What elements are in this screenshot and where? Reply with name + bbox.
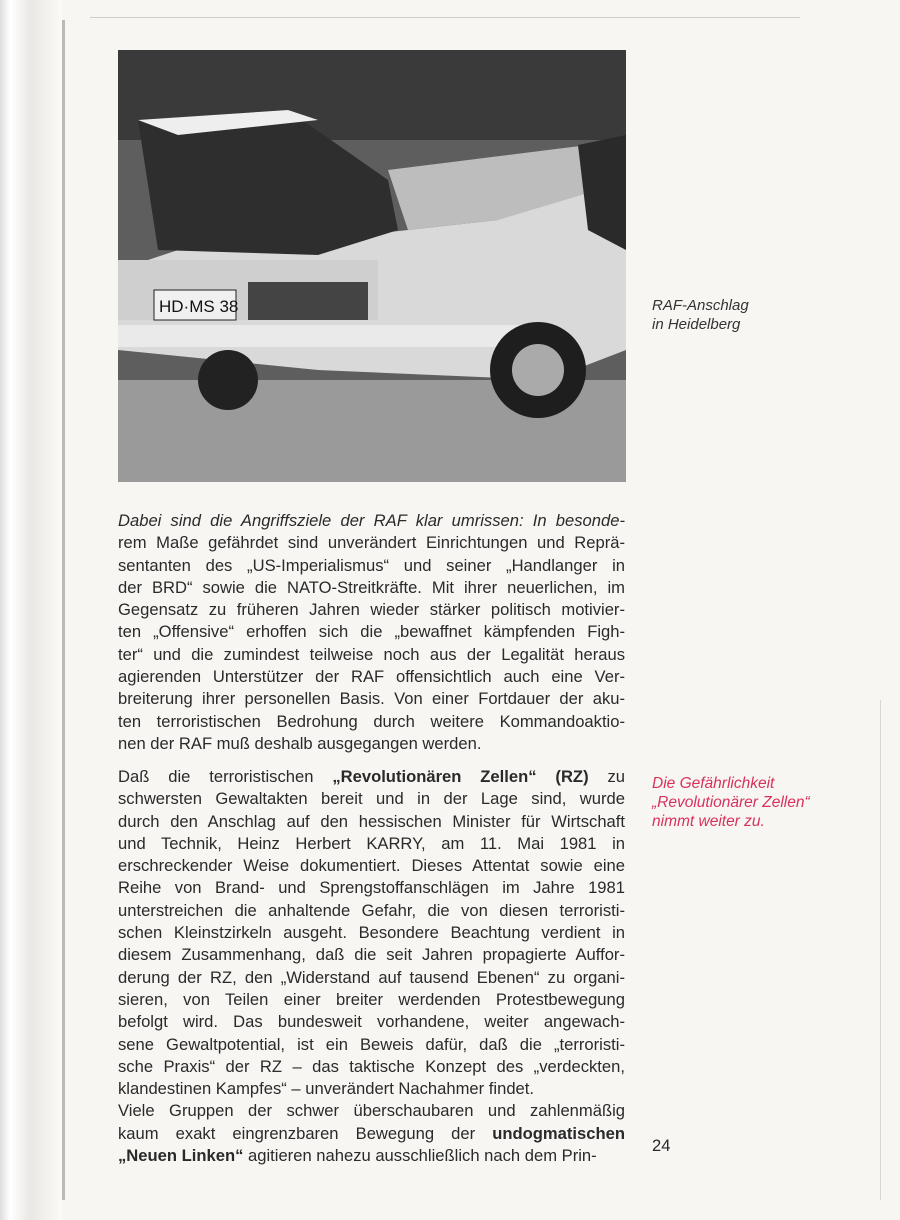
text-line (118, 1034, 625, 1056)
text-segment: kaum exakt eingrenzbaren Bewegung der (118, 1123, 493, 1143)
text-segment: Reihe von Brand- und Sprengstoffanschlägen im Jahre 1981 (118, 878, 625, 898)
text-segment: rem Maße gefährdet sind unverändert Einrichtungen und Reprä- (118, 533, 625, 553)
text-line (118, 532, 625, 554)
text-line (118, 666, 625, 688)
text-segment: breiterung ihrer personellen Basis. Von einer Fortdauer der aku- (118, 689, 625, 709)
page-binding (0, 0, 62, 1220)
margin-note-line: „Revolutionärer Zellen“ (652, 794, 810, 811)
license-plate: HD·MS 38 (159, 297, 239, 316)
text-segment: Daß die terroristischen (118, 767, 333, 786)
text-line (118, 733, 625, 755)
text-segment: zu (588, 767, 625, 786)
text-line (118, 944, 625, 966)
text-segment: ter“ und die zumindest teilweise noch aus der Legalität heraus (118, 644, 625, 664)
text-line (118, 1011, 625, 1033)
text-line (118, 877, 625, 899)
margin-note (652, 774, 810, 831)
text-line (118, 989, 625, 1011)
paragraph-rz (118, 766, 625, 1167)
text-segment: unterstreichen die anhaltende Gefahr, die von diesen terroristi- (118, 900, 625, 920)
text-line (118, 555, 625, 577)
text-segment: sene Gewaltpotential, ist ein Beweis dafür, daß die „terroristi- (118, 1034, 625, 1054)
text-segment: agitieren nahezu ausschließlich nach dem Prin- (243, 1146, 597, 1166)
text-line (118, 766, 625, 788)
text-line (118, 1123, 625, 1145)
scan-edge-right (880, 700, 881, 1200)
text-segment: ten terroristischen Bedrohung durch weitere Kommandoaktio- (118, 711, 625, 731)
text-line (118, 688, 625, 710)
text-segment: durch den Anschlag auf den hessischen Minister für Wirtschaft (118, 811, 625, 831)
text-segment: sche Praxis“ der RZ – das taktische Konzept des „verdeckten, (118, 1056, 625, 1076)
text-segment: schen Kleinstzirkeln ausgeht. Besondere Beachtung verdient in (118, 923, 625, 943)
text-line (118, 788, 625, 810)
text-segment: Gegensatz zu früheren Jahren wieder stärker politisch motivier- (118, 600, 625, 620)
page-number: 24 (652, 1136, 671, 1155)
text-line (118, 967, 625, 989)
text-segment: Dabei sind die Angriffsziele der RAF klar umrissen: In besonde- (118, 511, 625, 530)
caption-line: in Heidelberg (652, 316, 741, 333)
text-segment: sieren, von Teilen einer breiter werdenden Protestbewegung (118, 989, 625, 1009)
page-binding-edge (62, 20, 65, 1200)
bold-text: „Neuen Linken“ (118, 1146, 244, 1166)
text-line (118, 900, 625, 922)
text-segment: befolgt wird. Das bundesweit vorhandene, weiter angewach- (118, 1012, 625, 1032)
text-segment: ten „Offensive“ erhoffen sich die „bewaffnet kämpfenden Figh- (118, 622, 625, 642)
text-line (118, 621, 625, 643)
text-segment: der BRD“ sowie die NATO-Streitkräfte. Mit ihrer neuerlichen, im (118, 577, 625, 597)
text-segment: klandestinen Kampfes“ – unverändert Nachahmer findet. (118, 1079, 535, 1099)
text-line (118, 1145, 625, 1167)
bold-text: „Revolutionären Zellen“ (332, 767, 537, 786)
text-line (118, 811, 625, 833)
text-line (118, 577, 625, 599)
text-line (118, 1078, 625, 1100)
text-segment (537, 767, 556, 786)
text-segment: Viele Gruppen der schwer überschaubaren und zahlenmäßig (118, 1101, 625, 1121)
caption-line: RAF-Anschlag (652, 297, 749, 314)
text-line (118, 711, 625, 733)
text-line (118, 599, 625, 621)
text-line (118, 510, 625, 532)
photo-caption (652, 296, 749, 334)
text-segment: schwersten Gewaltakten bereit und in der Lage sind, wurde (118, 789, 625, 809)
text-segment: diesem Zusammenhang, daß die seit Jahren propagierte Auffor- (118, 945, 625, 965)
bold-text: (RZ) (555, 767, 589, 786)
text-segment: nen der RAF muß deshalb ausgegangen werden. (118, 733, 482, 753)
text-line (118, 833, 625, 855)
text-segment: agierenden Unterstützer der RAF offensichtlich auch eine Ver- (118, 667, 625, 687)
text-line (118, 1056, 625, 1078)
text-segment: derung der RZ, den „Widerstand auf tausend Ebenen“ zu organi- (118, 967, 625, 987)
margin-note-line: Die Gefährlichkeit (652, 775, 775, 792)
text-segment: sentanten des „US-Imperialismus“ und seiner „Handlanger in (118, 555, 625, 575)
paragraph-raf (118, 510, 625, 755)
text-segment: und Technik, Heinz Herbert KARRY, am 11. Mai 1981 in (118, 833, 625, 853)
car-bomb-photo (118, 50, 626, 482)
bold-text: undogmatischen (492, 1123, 625, 1143)
text-line (118, 855, 625, 877)
scan-edge-top (90, 17, 800, 18)
margin-note-line: nimmt weiter zu. (652, 813, 765, 830)
text-line (118, 1100, 625, 1122)
text-segment: erschreckender Weise dokumentiert. Dieses Attentat sowie eine (118, 856, 625, 876)
text-line (118, 922, 625, 944)
text-line (118, 644, 625, 666)
